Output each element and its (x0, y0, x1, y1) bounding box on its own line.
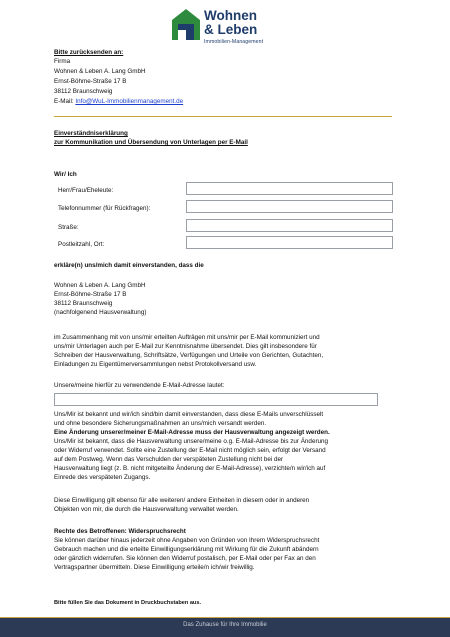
body-line: Schreiben der Hausverwaltung, Schriftsätze, Verfügungen und Urteile von Gerichten, Gutachten, (54, 352, 324, 359)
body-line: Einladungen zu Eigentümerversammlungen nebst Protokollversand usw. (54, 361, 257, 368)
customer-email-input[interactable] (54, 393, 378, 406)
form-intro: Wir/ Ich (54, 171, 77, 178)
agreement-statement: erkläre(n) uns/mich damit einverstanden, dass die (54, 262, 204, 269)
document-title: Einverständniserklärung (54, 130, 128, 137)
name-input[interactable] (186, 182, 393, 195)
sender-heading: Bitte zurücksenden an: (54, 49, 124, 56)
field-label-name: Herr/Frau/Eheleute: (58, 187, 114, 194)
body-bold-line: Eine Änderung unserer/meiner E-Mail-Adresse muss der Hausverwaltung angezeigt werden. (54, 429, 330, 436)
divider (54, 116, 392, 117)
recipient-line: Ernst-Böhme-Straße 17 B (54, 291, 127, 298)
company-logo (170, 6, 280, 50)
logo-line1: Wohnen (204, 8, 257, 23)
footer-slogan: Das Zuhause für Ihre Immobilie (183, 622, 267, 628)
city-input[interactable] (186, 236, 393, 249)
sender-line: Ernst-Böhme-Straße 17 B (54, 78, 127, 85)
field-label-city: Postleitzahl, Ort: (58, 241, 105, 248)
sender-email-link[interactable]: Info@WuL-Immobilienmanagement.de (75, 98, 184, 105)
field-label-street: Straße: (58, 224, 79, 231)
recipient-line: 38112 Braunschweig (54, 300, 113, 307)
body-line: Gebrauch machen und die erteilte Einwilligungserklärung mit Wirkung für die Zukunft abändern (54, 546, 319, 553)
body-line: und ohne besondere Sicherungsmaßnahmen an uns/mich versandt werden. (54, 420, 267, 427)
closing-note: Bitte füllen Sie das Dokument in Druckbuchstaben aus. (54, 600, 202, 606)
house-logo-icon (170, 6, 202, 42)
body-line: Objekten von mir, die durch die Hausverwaltung verwaltet werden. (54, 506, 239, 513)
body-line: oder gänzlich widerrufen. Sie können den Widerruf postalisch, per E-Mail oder per Fax an den (54, 555, 316, 562)
body-line: Hausverwaltung liegt (z. B. nicht mitgeteilte Änderung der E-Mail-Adresse), verzichte/n wir/ich auf (54, 465, 326, 472)
street-input[interactable] (186, 219, 393, 232)
sender-line: Wohnen & Leben A. Lang GmbH (54, 68, 146, 75)
sender-line: Firma (54, 58, 71, 65)
logo-line2: & Leben (204, 22, 258, 37)
rights-heading: Rechte des Betroffenen: Widerspruchsrecht (54, 528, 186, 535)
body-line: Uns/Mir ist bekannt und wir/ich sind/bin damit einverstanden, dass diese E-Mails unverschlüsselt (54, 411, 324, 418)
body-line: uns/mir Unterlagen auch per E-Mail zur Kenntnisnahme übersendet. Dies gilt insbesondere für (54, 343, 317, 350)
email-prompt: Unsere/meine hierfür zu verwendende E-Mail-Adresse lautet: (54, 382, 225, 389)
body-line: Einrede des verspäteten Zugangs. (54, 474, 151, 481)
phone-input[interactable] (186, 200, 393, 213)
field-label-phone: Telefonnummer (für Rückfragen): (58, 205, 151, 212)
body-line: auf dem Postweg. Wenn das Verschulden der verspäteten Zustellung nicht bei der (54, 456, 284, 463)
sender-line: 38112 Braunschweig (54, 88, 113, 95)
sender-email-row (54, 98, 183, 106)
body-line: Uns/Mir ist bekannt, dass die Hausverwaltung unsere/meine o.g. E-Mail-Adresse bis zur Änderung (54, 438, 329, 445)
email-label: E-Mail: (54, 98, 76, 105)
recipient-line: Wohnen & Leben A. Lang GmbH (54, 282, 146, 289)
body-line: im Zusammenhang mit von uns/mir erteilten Aufträgen mit uns/mir per E-Mail kommuniziert und (54, 334, 320, 341)
body-line: Diese Einwilligung gilt ebenso für alle weiteren/ andere Einheiten in diesem oder in anderen (54, 497, 310, 504)
recipient-line: (nachfolgenend Hausverwaltung) (54, 309, 147, 316)
body-line: Sie können darüber hinaus jederzeit ohne Angaben von Gründen von Ihrem Widerspruchsrecht (54, 537, 320, 544)
logo-tagline: Immobilien-Management (204, 39, 264, 45)
document-subtitle: zur Kommunikation und Übersendung von Unterlagen per E-Mail (54, 139, 248, 146)
body-line: oder Widerruf verwendet. Sollte eine Zustellung der E-Mail nicht möglich sein, erfolgt der Versand (54, 447, 326, 454)
body-line: Vertragspartner übermitteln. Diese Einwilligung erteile/n ich/wir freiwillig. (54, 564, 255, 571)
